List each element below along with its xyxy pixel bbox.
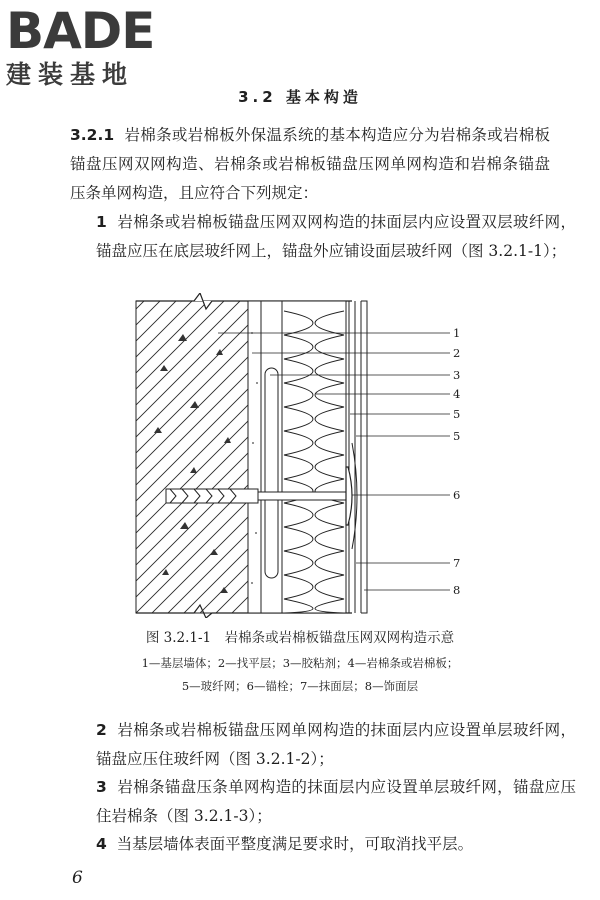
item-text: 岩棉条或岩棉板锚盘压网单网构造的抹面层内应设置单层玻纤网，锚盘应压住玻纤网（图 3.2.1-2）； xyxy=(96,721,576,768)
callout-label: 6 xyxy=(453,488,461,502)
figure-caption: 图 3.2.1-1 岩棉条或岩棉板锚盘压网双网构造示意 xyxy=(145,630,455,646)
callout-label: 3 xyxy=(453,368,461,382)
figure-legend-line-1: 1—基层墙体；2—找平层；3—胶粘剂；4—岩棉条或岩棉板； xyxy=(141,656,459,670)
leveling-layer xyxy=(248,301,261,613)
item-number: 4 xyxy=(96,835,107,853)
brand-logo xyxy=(6,2,176,90)
list-item xyxy=(70,773,576,831)
construction-diagram xyxy=(120,293,470,618)
page-number: 6 xyxy=(72,868,83,888)
list-item xyxy=(70,716,576,774)
callout-label: 2 xyxy=(453,346,461,360)
section-title: 3.2 基本构造 xyxy=(238,88,362,106)
callout-label: 8 xyxy=(453,583,461,597)
list-item xyxy=(70,830,576,859)
callout-label: 5 xyxy=(453,407,461,421)
callout-label: 5 xyxy=(453,429,461,443)
base-wall xyxy=(136,301,248,613)
callout-numbers xyxy=(453,326,460,597)
clause-text: 岩棉条或岩棉板外保温系统的基本构造应分为岩棉条或岩棉板锚盘压网双网构造、岩棉条或岩棉板锚盘压网单网构造和岩棉条锚盘压条单网构造，且应符合下列规定： xyxy=(70,126,550,202)
figure-legend-line-2: 5—玻纤网；6—锚栓；7—抹面层；8—饰面层 xyxy=(181,679,419,693)
callout-label: 7 xyxy=(453,556,461,570)
item-number: 2 xyxy=(96,721,107,739)
item-text: 当基层墙体表面平整度满足要求时，可取消找平层。 xyxy=(116,835,474,853)
callout-label: 1 xyxy=(453,326,461,340)
logo-tagline: 建装基地 xyxy=(6,60,135,89)
item-text: 岩棉条锚盘压条单网构造的抹面层内应设置单层玻纤网，锚盘应压住岩棉条（图 3.2.1-3）； xyxy=(96,778,576,825)
item-text: 岩棉条或岩棉板锚盘压网双网构造的抹面层内应设置双层玻纤网，锚盘应压在底层玻纤网上，锚盘外应铺设面层玻纤网（图 3.2.1-1）； xyxy=(96,213,576,260)
clause-3-2-1 xyxy=(70,121,550,208)
logo-wordmark: BADE xyxy=(6,2,155,60)
clause-number: 3.2.1 xyxy=(70,126,115,144)
item-number: 1 xyxy=(96,213,107,231)
adhesive-bead xyxy=(265,368,278,578)
item-number: 3 xyxy=(96,778,107,796)
list-item xyxy=(70,208,576,266)
callout-label: 4 xyxy=(453,387,461,401)
